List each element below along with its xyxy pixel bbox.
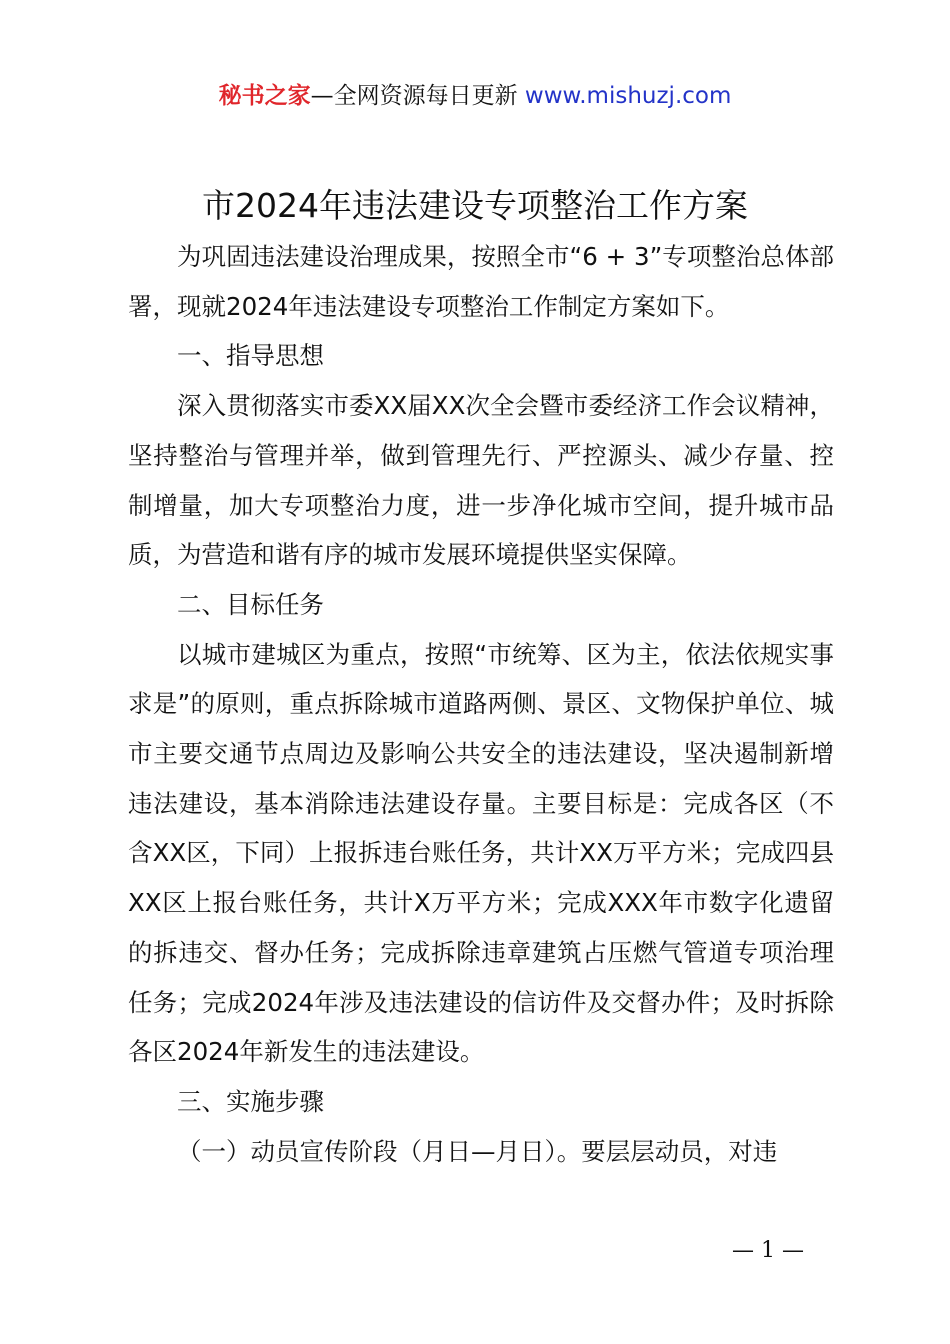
goals-paragraph: 以城市建城区为重点，按照“市统筹、区为主，依法依规实事求是”的原则，重点拆除城市道路两侧、景区、文物保护单位、城市主要交通节点周边及影响公共安全的违法建设，坚决遏制新增违法建设，基本消除违法建设存量。主要目标是：完成各区（不含XX区，下同）上报拆违台账任务，共计XX万平方米；完成四县XX区上报台账任务，共计X万平方米；完成XXX年市数字化遗留的拆违交、督办任务；完成拆除违章建筑占压燃气管道专项治理任务；完成2024年涉及违法建设的信访件及交督办件；及时拆除各区2024年新发生的违法建设。 <box>128 639 834 1067</box>
website-link[interactable]: www.mishuzj.com <box>517 83 732 109</box>
document-title: 市2024年违法建设专项整治工作方案 <box>202 186 748 225</box>
section-heading-goals: 二、目标任务 <box>177 589 324 619</box>
site-banner <box>0 78 950 114</box>
intro-paragraph: 为巩固违法建设治理成果，按照全市“6 + 3”专项整治总体部署，现就2024年违法建设专项整治工作制定方案如下。 <box>128 242 834 321</box>
steps-paragraph: （一）动员宣传阶段（月日—月日）。要层层动员，对违 <box>177 1136 778 1166</box>
guiding-thought-paragraph: 深入贯彻落实市委XX届XX次全会暨市委经济工作会议精神，坚持整治与管理并举，做到管理先行、严控源头、减少存量、控制增量，加大专项整治力度，进一步净化城市空间，提升城市品质，为营造和谐有序的城市发展环境提供坚实保障。 <box>128 391 834 570</box>
page-number: — 1 — <box>732 1238 804 1263</box>
banner-slogan: —全网资源每日更新 <box>310 83 518 109</box>
brand-name: 秘书之家 <box>218 83 311 109</box>
section-heading-guiding-thought: 一、指导思想 <box>177 341 324 371</box>
document-body <box>128 232 834 1176</box>
section-heading-steps: 三、实施步骤 <box>177 1086 324 1116</box>
